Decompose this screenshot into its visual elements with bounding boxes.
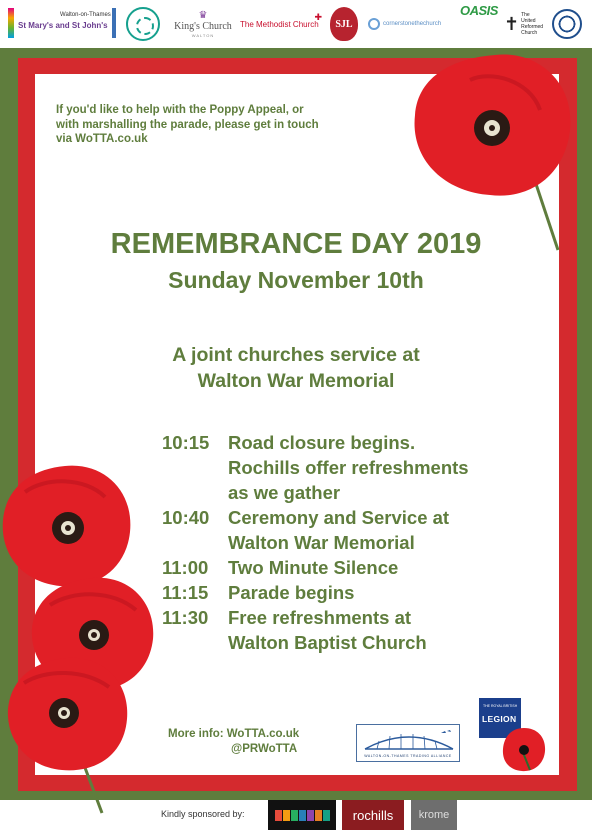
urc-name: The United Reformed Church (521, 12, 544, 36)
sponsor-logos-strip (0, 0, 592, 48)
event-date: Sunday November 10th (168, 267, 424, 293)
schedule-item (162, 555, 542, 580)
schedule-list (162, 430, 542, 655)
church-circle-logo (126, 4, 162, 44)
schedule-item (162, 430, 542, 505)
schedule-desc: Road closure begins. Rochills offer refreshments as we gather (228, 432, 469, 503)
ring-icon (368, 18, 380, 30)
schedule-desc: Two Minute Silence (228, 557, 399, 578)
rochills-logo: rochills (342, 800, 404, 830)
schedule-time: 10:15 (162, 432, 210, 453)
wotta-name: WALTON-ON-THAMES TRADING ALLIANCE (364, 754, 452, 758)
rbl-small-text: THE ROYAL BRITISH (483, 704, 518, 708)
globe-emblem-icon (552, 9, 582, 39)
schedule-item (162, 505, 542, 555)
krome-logo: krome (411, 800, 457, 830)
block-icon (323, 810, 330, 821)
st-marys-name: St Mary's and St John's (18, 21, 108, 30)
cross-icon: ✝ (504, 13, 520, 34)
kings-church-logo (174, 4, 232, 44)
block-icon (275, 810, 282, 821)
service-line-1: A joint churches service at (172, 344, 420, 366)
rbl-big-text: LEGION (482, 714, 517, 724)
more-info (168, 727, 299, 757)
kings-church-name: King's Church (174, 20, 232, 32)
schedule-item (162, 580, 542, 605)
crown-icon: ♛ (198, 9, 208, 21)
kings-church-sub: WALTON (191, 32, 215, 38)
more-info-link[interactable]: More info: WoTTA.co.uk (168, 728, 300, 740)
schedule-time: 11:15 (162, 582, 209, 603)
service-line-2: Walton War Memorial (197, 370, 395, 392)
block-icon (299, 810, 306, 821)
service-description (0, 342, 592, 394)
cornerstone-name: cornerstonethechurch (383, 21, 442, 27)
st-marys-location: Walton-on-Thames (60, 12, 111, 18)
schedule-desc: Free refreshments at Walton Baptist Church (228, 607, 427, 653)
circle-emblem-icon (126, 7, 160, 41)
oasis-name: OASIS (460, 3, 498, 18)
oasis-logo (460, 4, 498, 44)
poppy-left-lower-icon (4, 655, 134, 815)
sponsor-logo-1 (268, 800, 336, 830)
blue-bar-icon (112, 8, 116, 38)
methodist-name: The Methodist Church (240, 19, 319, 29)
schedule-time: 10:40 (162, 507, 210, 528)
cross-icon: ✚ (314, 12, 322, 22)
schedule-item (162, 605, 542, 655)
schedule-desc: Parade begins (228, 582, 355, 603)
schedule-desc: Ceremony and Service at Walton War Memorial (228, 507, 450, 553)
wotta-logo (356, 724, 460, 762)
poppy-left-upper-icon (0, 462, 135, 592)
sponsor-label: Kindly sponsored by: (161, 809, 245, 819)
cornerstone-logo (368, 4, 458, 44)
methodist-church-logo (240, 4, 324, 44)
page-title: REMEMBRANCE DAY 2019 (110, 228, 482, 260)
legion-poppy-icon (500, 726, 548, 774)
sjl-badge: SJL (330, 7, 358, 41)
urc-logo (504, 4, 548, 44)
block-icon (283, 810, 290, 821)
st-marys-logo (8, 4, 116, 44)
bridge-icon (357, 727, 461, 757)
twitter-handle[interactable]: @PRWoTTA (231, 743, 298, 755)
help-text: If you'd like to help with the Poppy Appeal, or with marshalling the parade, please get in touch via WoTTA.co.uk (56, 104, 319, 145)
schedule-time: 11:30 (162, 607, 209, 628)
rccg-logo (552, 4, 586, 44)
sjl-logo (330, 4, 360, 44)
block-icon (307, 810, 314, 821)
schedule-time: 11:00 (162, 557, 209, 578)
rainbow-bar-icon (8, 8, 14, 38)
block-icon (291, 810, 298, 821)
block-icon (315, 810, 322, 821)
